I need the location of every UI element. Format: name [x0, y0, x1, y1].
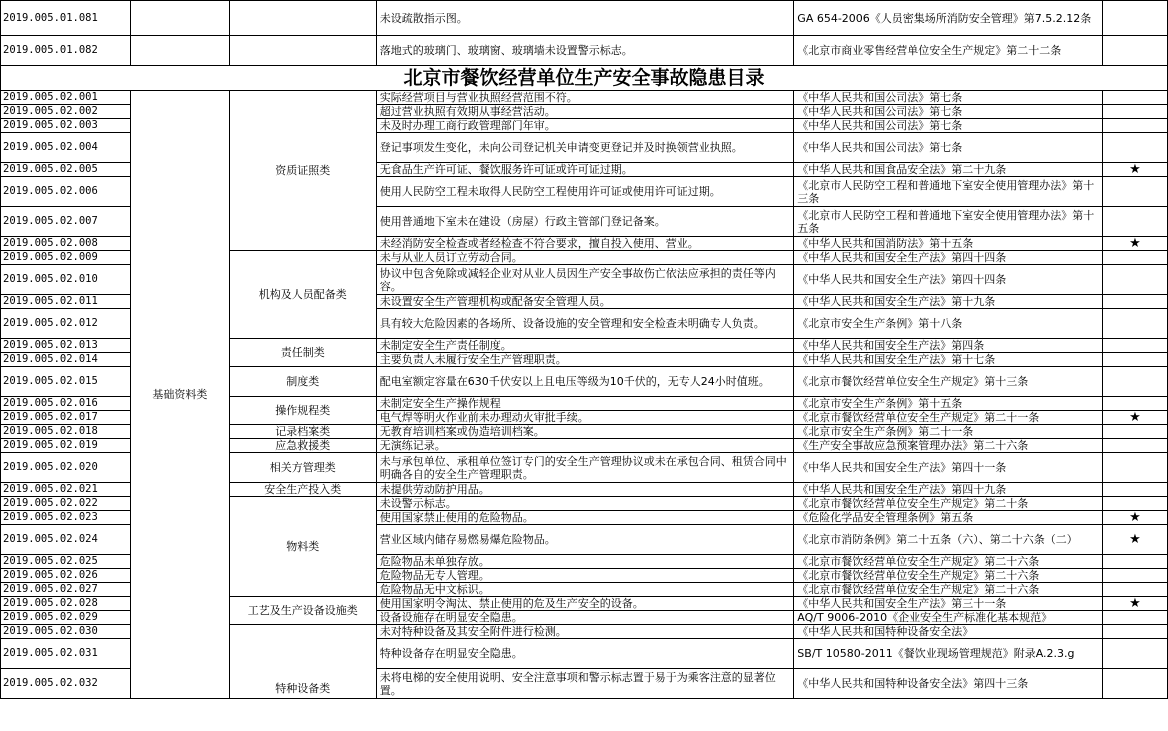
legal-basis: 《北京市餐饮经营单位安全生产规定》第二十一条	[794, 411, 1103, 425]
major-hazard-marker	[1103, 569, 1168, 583]
hazard-id: 2019.005.02.028	[1, 597, 131, 611]
category-cell: 基础资料类	[130, 91, 229, 699]
major-hazard-marker	[1103, 397, 1168, 411]
hazard-id: 2019.005.02.032	[1, 669, 131, 699]
hazard-id: 2019.005.02.001	[1, 91, 131, 105]
major-hazard-marker	[1103, 483, 1168, 497]
subcategory-cell: 物料类	[229, 497, 376, 597]
hazard-description: 未对特种设备及其安全附件进行检测。	[376, 625, 794, 639]
legal-basis: 《北京市餐饮经营单位安全生产规定》第二十六条	[794, 569, 1103, 583]
table-row	[1, 91, 1168, 105]
hazard-id: 2019.005.02.025	[1, 555, 131, 569]
hazard-description: 未与从业人员订立劳动合同。	[376, 251, 794, 265]
hazard-id: 2019.005.01.082	[1, 36, 131, 66]
hazard-description: 无演练记录。	[376, 439, 794, 453]
hazard-description: 特种设备存在明显安全隐患。	[376, 639, 794, 669]
hazard-description: 使用人民防空工程未取得人民防空工程使用许可证或使用许可证过期。	[376, 177, 794, 207]
major-hazard-marker	[1103, 339, 1168, 353]
legal-basis: 《北京市餐饮经营单位安全生产规定》第二十六条	[794, 555, 1103, 569]
category-cell	[130, 1, 229, 36]
legal-basis: 《中华人民共和国消防法》第十五条	[794, 237, 1103, 251]
legal-basis: 《北京市安全生产条例》第二十一条	[794, 425, 1103, 439]
hazard-description: 协议中包含免除或减轻企业对从业人员因生产安全事故伤亡依法应承担的责任等内容。	[376, 265, 794, 295]
legal-basis: 《北京市消防条例》第二十五条（六）、第二十六条（二）	[794, 525, 1103, 555]
hazard-id: 2019.005.02.023	[1, 511, 131, 525]
hazard-id: 2019.005.02.021	[1, 483, 131, 497]
hazard-description: 未设置安全生产管理机构或配备安全管理人员。	[376, 295, 794, 309]
major-hazard-marker	[1103, 251, 1168, 265]
legal-basis: GA 654-2006《人员密集场所消防安全管理》第7.5.2.12条	[794, 1, 1103, 36]
legal-basis: 《中华人民共和国特种设备安全法》第四十三条	[794, 669, 1103, 699]
section-title-row	[1, 66, 1168, 91]
major-hazard-marker	[1103, 625, 1168, 639]
hazard-description: 电气焊等明火作业前未办理动火审批手续。	[376, 411, 794, 425]
hazard-id: 2019.005.02.011	[1, 295, 131, 309]
hazard-id: 2019.005.02.014	[1, 353, 131, 367]
hazard-description: 未设疏散指示图。	[376, 1, 794, 36]
hazard-id: 2019.005.02.018	[1, 425, 131, 439]
hazard-id: 2019.005.02.031	[1, 639, 131, 669]
subcategory-cell: 特种设备类	[229, 625, 376, 699]
legal-basis: 《北京市餐饮经营单位安全生产规定》第二十六条	[794, 583, 1103, 597]
subcategory-cell: 应急救援类	[229, 439, 376, 453]
subcategory-cell: 资质证照类	[229, 91, 376, 251]
legal-basis: 《生产安全事故应急预案管理办法》第二十六条	[794, 439, 1103, 453]
legal-basis: 《中华人民共和国公司法》第七条	[794, 119, 1103, 133]
legal-basis: 《中华人民共和国安全生产法》第十九条	[794, 295, 1103, 309]
hazard-description: 未及时办理工商行政管理部门年审。	[376, 119, 794, 133]
legal-basis: 《中华人民共和国公司法》第七条	[794, 91, 1103, 105]
subcategory-cell	[229, 1, 376, 36]
legal-basis: 《中华人民共和国公司法》第七条	[794, 133, 1103, 163]
table-row	[1, 1, 1168, 36]
hazard-description: 无教育培训档案或伪造培训档案。	[376, 425, 794, 439]
major-hazard-marker	[1103, 207, 1168, 237]
hazard-description: 未设警示标志。	[376, 497, 794, 511]
major-hazard-marker	[1103, 583, 1168, 597]
legal-basis: 《中华人民共和国安全生产法》第十七条	[794, 353, 1103, 367]
hazard-description: 未经消防安全检查或者经检查不符合要求，擅自投入使用、营业。	[376, 237, 794, 251]
subcategory-cell: 制度类	[229, 367, 376, 397]
hazard-id: 2019.005.02.020	[1, 453, 131, 483]
hazard-id: 2019.005.02.017	[1, 411, 131, 425]
hazard-id: 2019.005.02.010	[1, 265, 131, 295]
table-row	[1, 36, 1168, 66]
subcategory-cell: 相关方管理类	[229, 453, 376, 483]
hazard-description: 登记事项发生变化，未向公司登记机关申请变更登记并及时换领营业执照。	[376, 133, 794, 163]
major-hazard-marker	[1103, 309, 1168, 339]
major-hazard-marker	[1103, 353, 1168, 367]
hazard-description: 超过营业执照有效期从事经营活动。	[376, 105, 794, 119]
legal-basis: 《北京市商业零售经营单位安全生产规定》第二十二条	[794, 36, 1103, 66]
major-hazard-marker	[1103, 367, 1168, 397]
major-hazard-marker	[1103, 425, 1168, 439]
hazard-id: 2019.005.02.008	[1, 237, 131, 251]
hazard-description: 危险物品无专人管理。	[376, 569, 794, 583]
major-hazard-marker	[1103, 555, 1168, 569]
subcategory-cell: 记录档案类	[229, 425, 376, 439]
hazard-id: 2019.005.02.003	[1, 119, 131, 133]
hazard-description: 主要负责人未履行安全生产管理职责。	[376, 353, 794, 367]
hazard-description: 未提供劳动防护用品。	[376, 483, 794, 497]
hazard-id: 2019.005.02.009	[1, 251, 131, 265]
legal-basis: 《北京市餐饮经营单位安全生产规定》第二十条	[794, 497, 1103, 511]
legal-basis: SB/T 10580-2011《餐饮业现场管理规范》附录A.2.3.g	[794, 639, 1103, 669]
hazard-id: 2019.005.01.081	[1, 1, 131, 36]
major-hazard-marker	[1103, 36, 1168, 66]
major-hazard-marker: ★	[1103, 163, 1168, 177]
legal-basis: 《中华人民共和国安全生产法》第四十九条	[794, 483, 1103, 497]
hazard-description: 危险物品无中文标识。	[376, 583, 794, 597]
hazard-description: 危险物品未单独存放。	[376, 555, 794, 569]
legal-basis: AQ/T 9006-2010《企业安全生产标准化基本规范》	[794, 611, 1103, 625]
major-hazard-marker: ★	[1103, 597, 1168, 611]
legal-basis: 《北京市人民防空工程和普通地下室安全使用管理办法》第十五条	[794, 207, 1103, 237]
hazard-description: 未制定安全生产责任制度。	[376, 339, 794, 353]
major-hazard-marker: ★	[1103, 525, 1168, 555]
major-hazard-marker: ★	[1103, 411, 1168, 425]
hazard-id: 2019.005.02.026	[1, 569, 131, 583]
hazard-description: 使用普通地下室未在建设（房屋）行政主管部门登记备案。	[376, 207, 794, 237]
subcategory-cell: 工艺及生产设备设施类	[229, 597, 376, 625]
hazard-id: 2019.005.02.024	[1, 525, 131, 555]
legal-basis: 《北京市餐饮经营单位安全生产规定》第十三条	[794, 367, 1103, 397]
hazard-description: 使用国家禁止使用的危险物品。	[376, 511, 794, 525]
major-hazard-marker	[1103, 669, 1168, 699]
major-hazard-marker	[1103, 295, 1168, 309]
hazard-id: 2019.005.02.007	[1, 207, 131, 237]
hazard-id: 2019.005.02.030	[1, 625, 131, 639]
hazard-id: 2019.005.02.029	[1, 611, 131, 625]
legal-basis: 《中华人民共和国安全生产法》第四条	[794, 339, 1103, 353]
major-hazard-marker	[1103, 133, 1168, 163]
major-hazard-marker	[1103, 105, 1168, 119]
subcategory-cell: 责任制类	[229, 339, 376, 367]
subcategory-cell: 操作规程类	[229, 397, 376, 425]
hazard-id: 2019.005.02.022	[1, 497, 131, 511]
legal-basis: 《北京市安全生产条例》第十八条	[794, 309, 1103, 339]
section-title: 北京市餐饮经营单位生产安全事故隐患目录	[1, 66, 1168, 91]
legal-basis: 《中华人民共和国安全生产法》第四十四条	[794, 251, 1103, 265]
legal-basis: 《中华人民共和国安全生产法》第四十一条	[794, 453, 1103, 483]
legal-basis: 《北京市人民防空工程和普通地下室安全使用管理办法》第十三条	[794, 177, 1103, 207]
hazard-id: 2019.005.02.006	[1, 177, 131, 207]
hazard-id: 2019.005.02.013	[1, 339, 131, 353]
hazard-description: 未将电梯的安全使用说明、安全注意事项和警示标志置于易于为乘客注意的显著位置。	[376, 669, 794, 699]
major-hazard-marker	[1103, 497, 1168, 511]
major-hazard-marker	[1103, 265, 1168, 295]
category-cell	[130, 36, 229, 66]
hazard-id: 2019.005.02.002	[1, 105, 131, 119]
major-hazard-marker	[1103, 177, 1168, 207]
major-hazard-marker	[1103, 91, 1168, 105]
hazard-description: 具有较大危险因素的各场所、设备设施的安全管理和安全检查未明确专人负责。	[376, 309, 794, 339]
hazard-description: 未与承包单位、承租单位签订专门的安全生产管理协议或未在承包合同、租赁合同中明确各自的安全生产管理职责。	[376, 453, 794, 483]
hazard-description: 设备设施存在明显安全隐患。	[376, 611, 794, 625]
hazard-id: 2019.005.02.016	[1, 397, 131, 411]
legal-basis: 《中华人民共和国安全生产法》第四十四条	[794, 265, 1103, 295]
major-hazard-marker	[1103, 453, 1168, 483]
major-hazard-marker: ★	[1103, 237, 1168, 251]
hazard-description: 配电室额定容量在630千伏安以上且电压等级为10千伏的，无专人24小时值班。	[376, 367, 794, 397]
subcategory-cell	[229, 36, 376, 66]
hazard-description: 无食品生产许可证、餐饮服务许可证或许可证过期。	[376, 163, 794, 177]
hazard-id: 2019.005.02.027	[1, 583, 131, 597]
hazard-id: 2019.005.02.005	[1, 163, 131, 177]
hazard-description: 营业区域内储存易燃易爆危险物品。	[376, 525, 794, 555]
legal-basis: 《中华人民共和国特种设备安全法》	[794, 625, 1103, 639]
major-hazard-marker	[1103, 119, 1168, 133]
hazard-description: 未制定安全生产操作规程	[376, 397, 794, 411]
major-hazard-marker	[1103, 1, 1168, 36]
legal-basis: 《危险化学品安全管理条例》第五条	[794, 511, 1103, 525]
major-hazard-marker	[1103, 639, 1168, 669]
hazard-id: 2019.005.02.004	[1, 133, 131, 163]
hazard-id: 2019.005.02.019	[1, 439, 131, 453]
hazard-description: 使用国家明令淘汰、禁止使用的危及生产安全的设备。	[376, 597, 794, 611]
major-hazard-marker: ★	[1103, 511, 1168, 525]
hazard-id: 2019.005.02.012	[1, 309, 131, 339]
major-hazard-marker	[1103, 439, 1168, 453]
legal-basis: 《中华人民共和国公司法》第七条	[794, 105, 1103, 119]
major-hazard-marker	[1103, 611, 1168, 625]
subcategory-cell: 机构及人员配备类	[229, 251, 376, 339]
legal-basis: 《中华人民共和国安全生产法》第三十一条	[794, 597, 1103, 611]
hazard-description: 实际经营项目与营业执照经营范围不符。	[376, 91, 794, 105]
subcategory-cell: 安全生产投入类	[229, 483, 376, 497]
hazard-description: 落地式的玻璃门、玻璃窗、玻璃墙未设置警示标志。	[376, 36, 794, 66]
legal-basis: 《中华人民共和国食品安全法》第二十九条	[794, 163, 1103, 177]
legal-basis: 《北京市安全生产条例》第十五条	[794, 397, 1103, 411]
hazard-id: 2019.005.02.015	[1, 367, 131, 397]
